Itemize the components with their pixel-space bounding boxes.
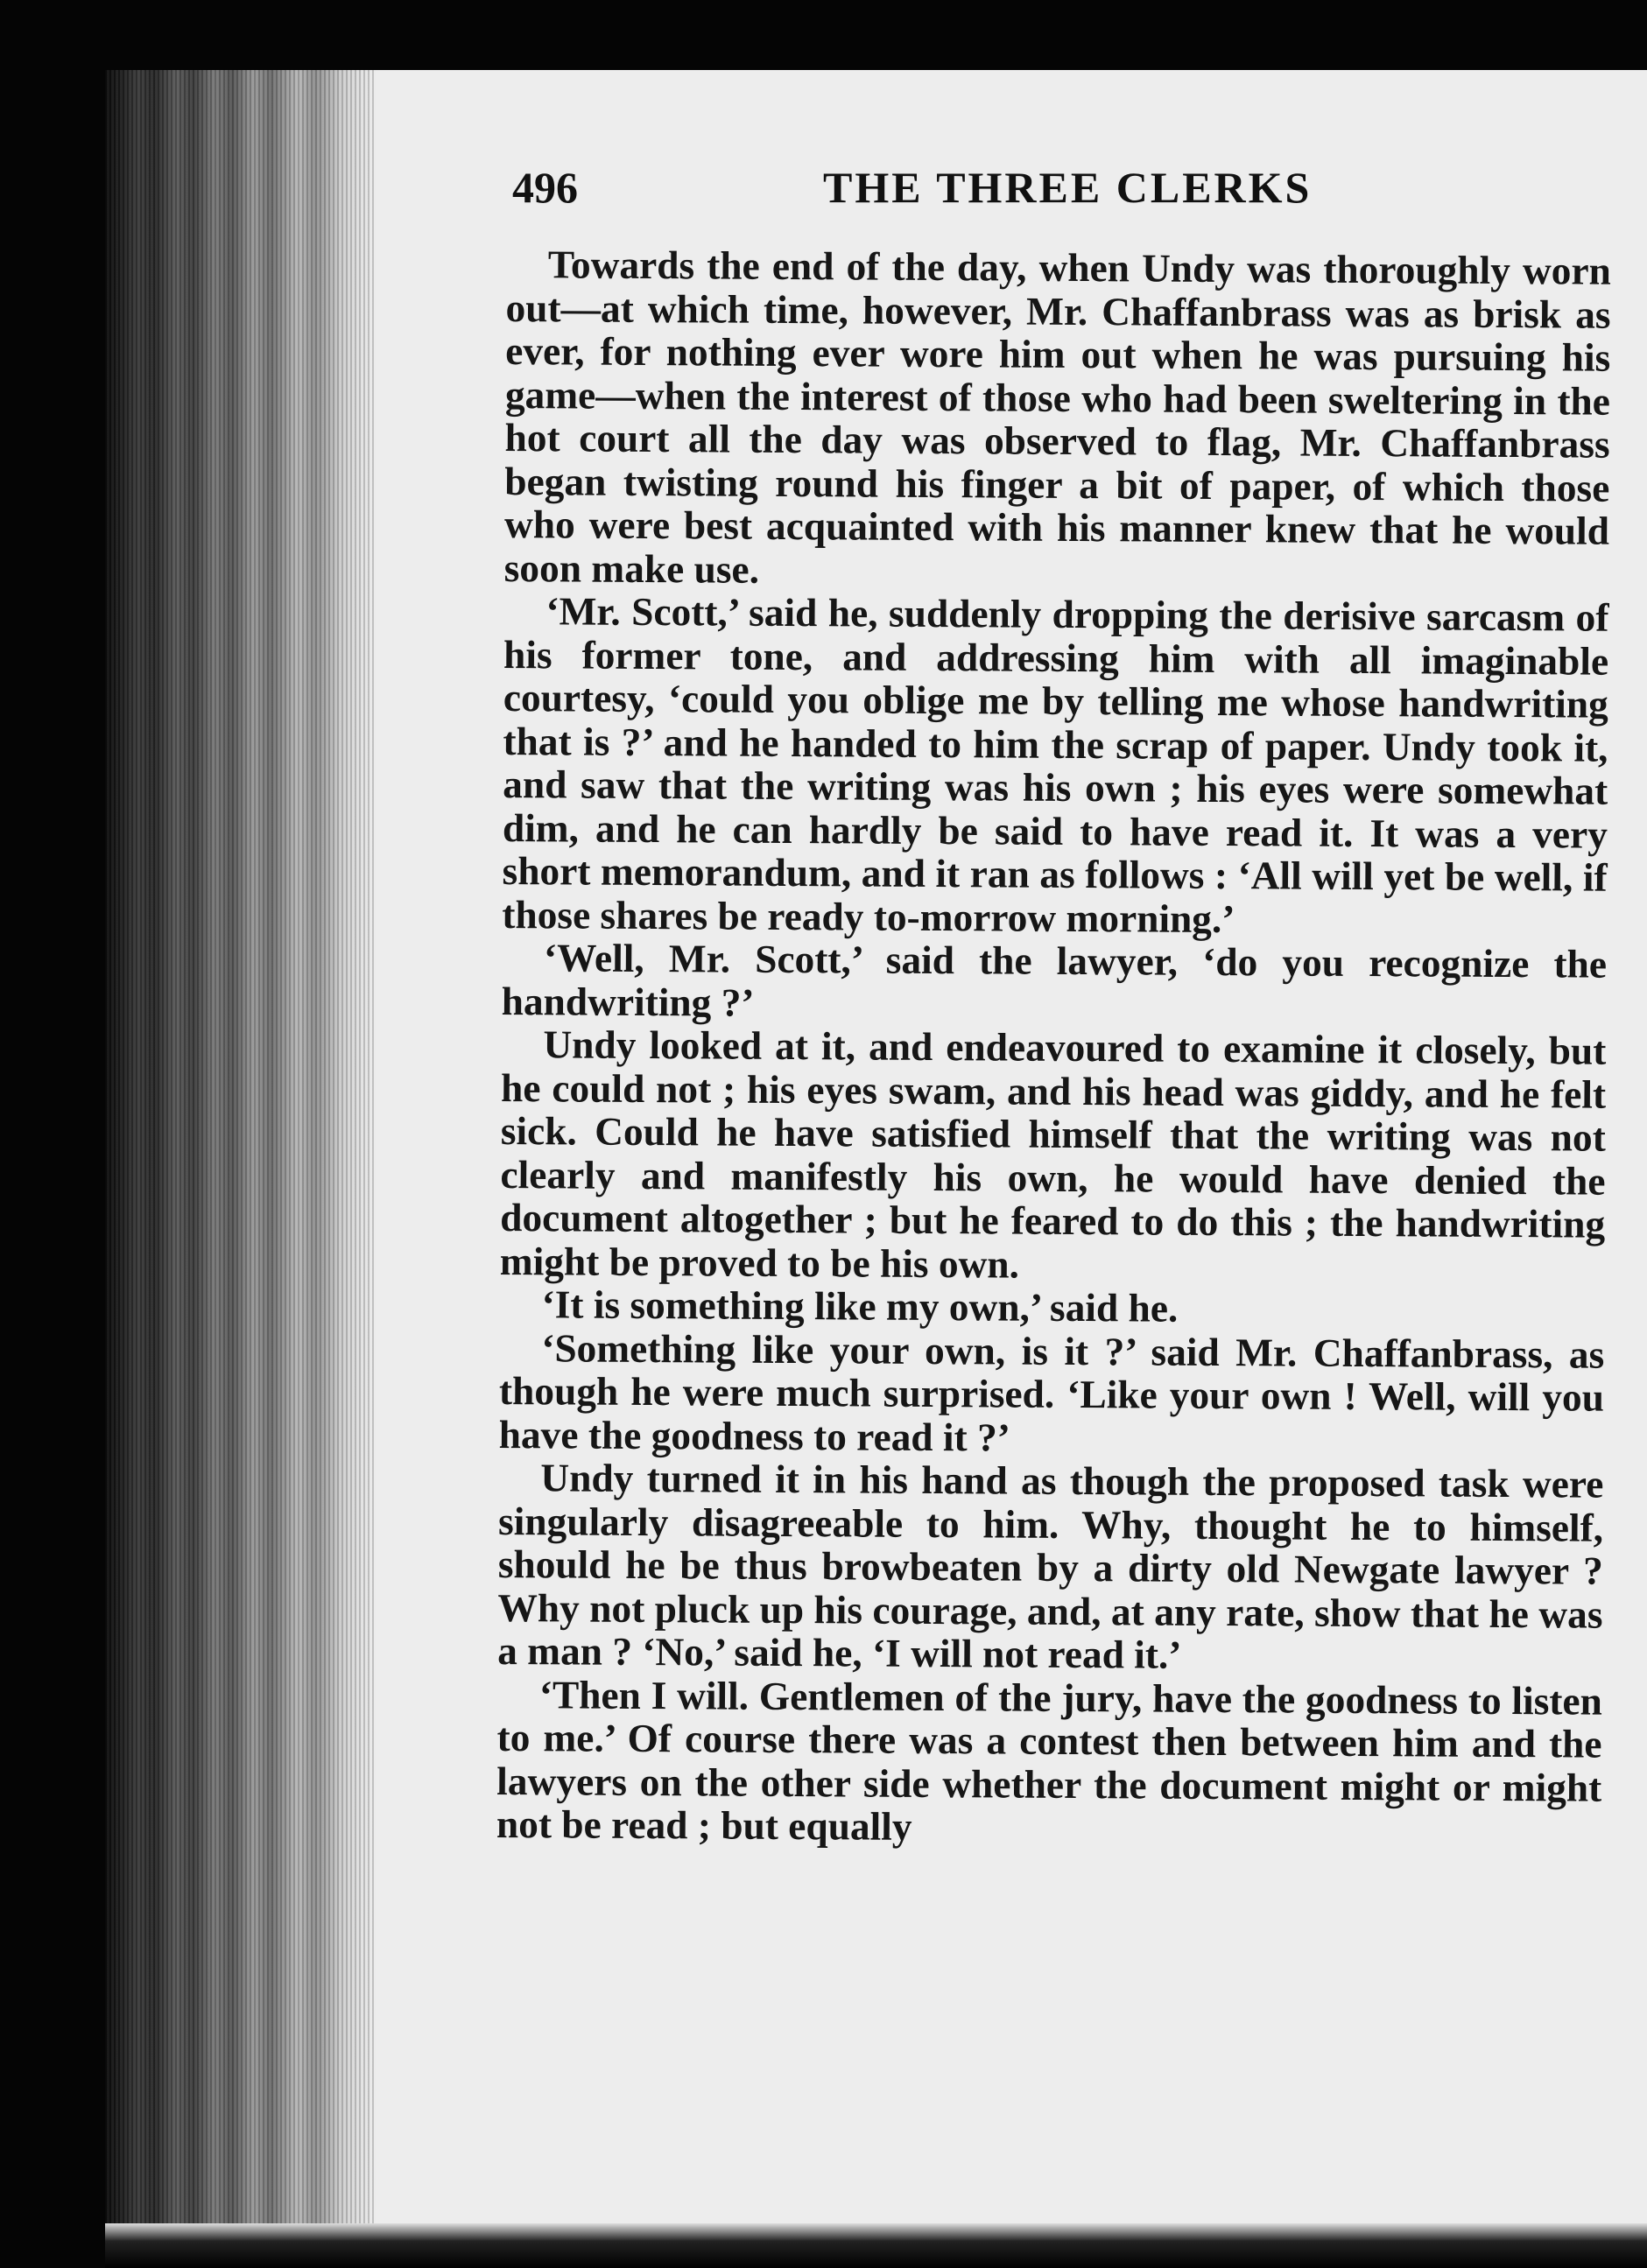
- book-page-edges: [105, 70, 381, 2241]
- running-head: [512, 162, 1607, 232]
- paragraph: ‘Something like your own, is it ?’ said Mr. Chaffanbrass, as though he were much surprised. ‘Like your own ! Well, will you have the goodness to read it ?’: [498, 1325, 1605, 1460]
- page-number: 496: [512, 163, 578, 212]
- paragraph: Undy looked at it, and endeavoured to examine it closely, but he could not ; his eyes swam, and his head was giddy, and he felt sick. Could he have satisfied himself that the writing was not clearly and manifestly his own, he would have denied the document altogether ; but he feared to do this ; the handwriting might be proved to be his own.: [499, 1022, 1607, 1287]
- page-bottom-shadow: [105, 2223, 1647, 2268]
- paragraph: Undy turned it in his hand as though the proposed task were singularly disagreeable to him. Why, thought he to himself, should he be thus browbeaten by a dirty old Newgate lawyer ? Why not pluck up his courage, and, at any rate, show that he was a man ? ‘No,’ said he, ‘I will not read it.’: [497, 1456, 1604, 1677]
- running-title: THE THREE CLERKS: [823, 163, 1313, 212]
- body-text: [496, 243, 1611, 1853]
- paragraph: ‘Mr. Scott,’ said he, suddenly dropping the derisive sarcasm of his former tone, and addressing him with all imaginable courtesy, ‘could you oblige me by telling me whose handwriting that is ?’ and he handed to him the scrap of paper. Undy took it, and saw that the writing was his own ; his eyes were somewhat dim, and he can hardly be said to have read it. It was a very short memorandum, and it ran as follows : ‘All will yet be well, if those shares be ready to-morrow morning.’: [502, 589, 1609, 941]
- paragraph: ‘Then I will. Gentlemen of the jury, have the goodness to listen to me.’ Of course there was a contest then between him and the lawyers on the other side whether the document might or might not be read ; but equally: [496, 1672, 1603, 1849]
- paragraph: ‘It is something like my own,’ said he.: [541, 1282, 1179, 1331]
- paragraph: ‘Well, Mr. Scott,’ said the lawyer, ‘do you recognize the handwriting ?’: [501, 936, 1608, 1025]
- paragraph: Towards the end of the day, when Undy was thoroughly worn out—at which time, however, Mr. Chaffanbrass was as brisk as ever, for nothing ever wore him out when he was pursuing his game—when the interest of those who had been sweltering in the hot court all the day was observed to flag, Mr. Chaffanbrass began twisting round his finger a bit of paper, of which those who were best acquainted with his manner knew that he would soon make use.: [503, 242, 1611, 592]
